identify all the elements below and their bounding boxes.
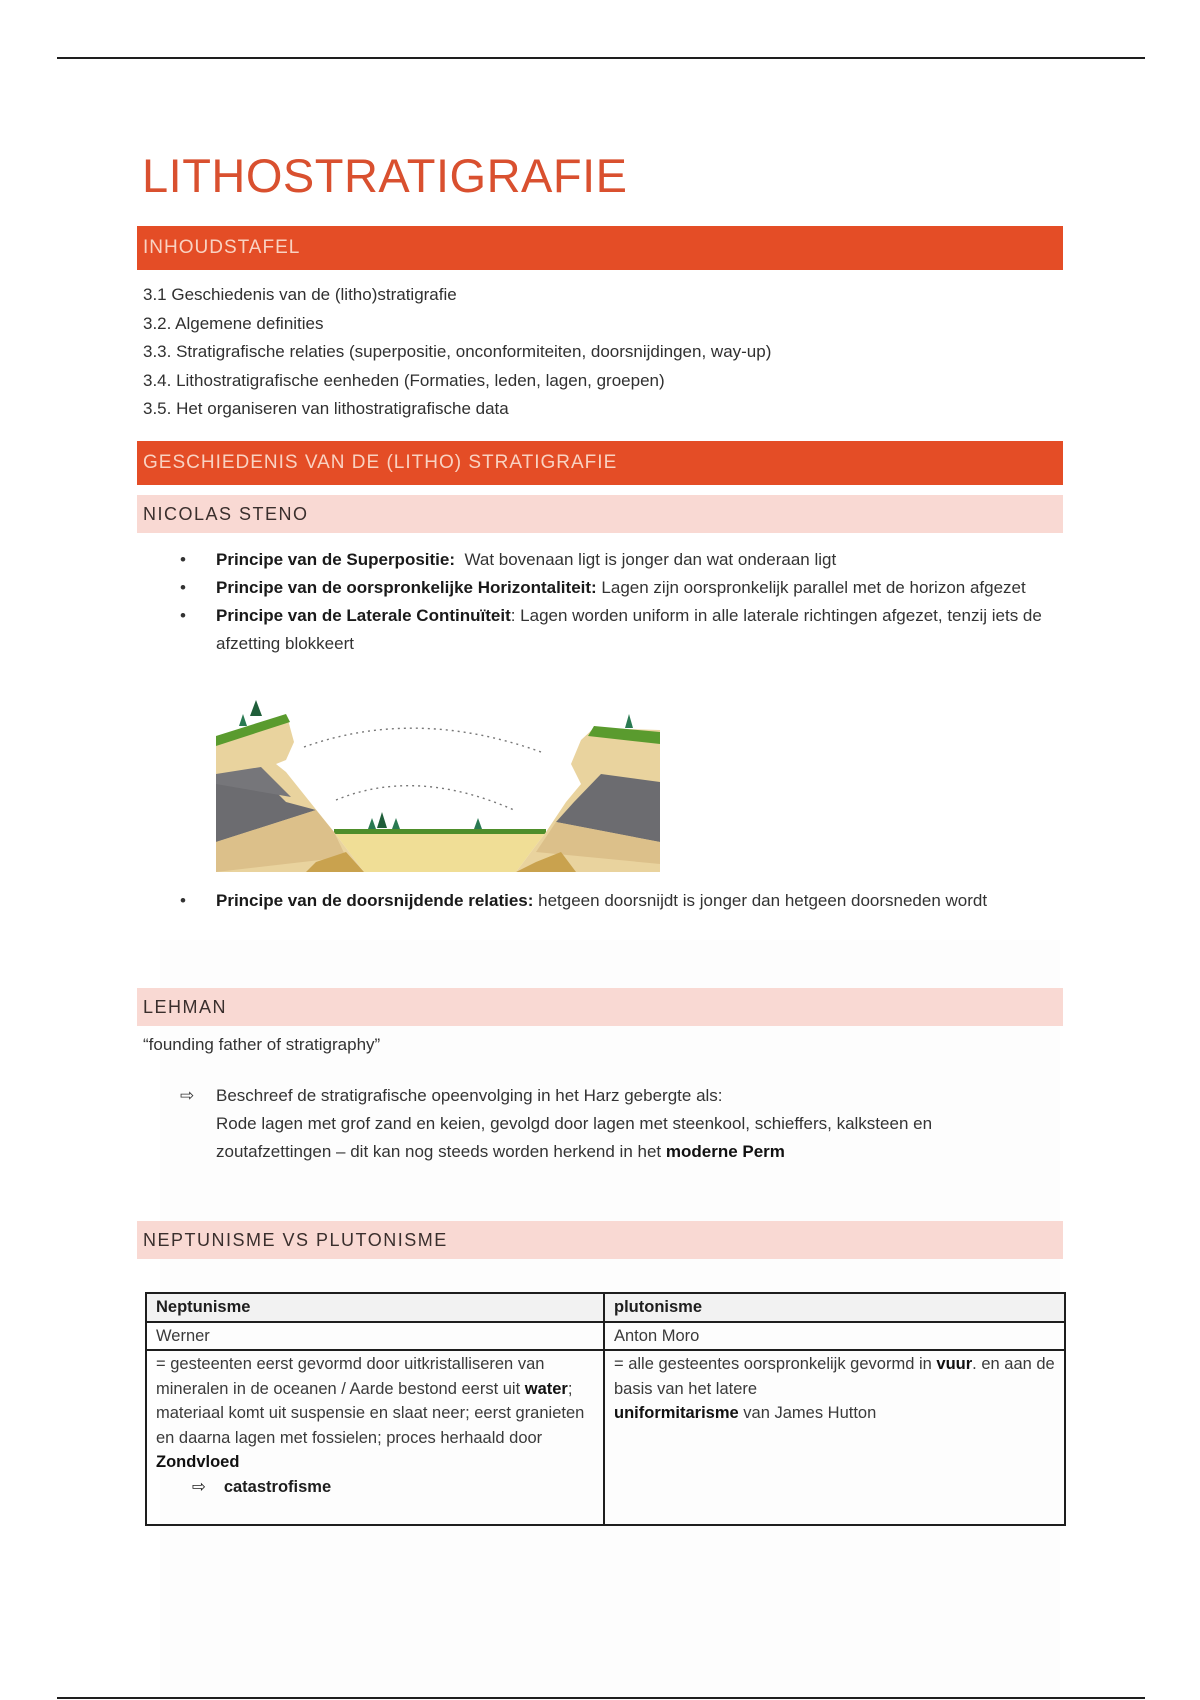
- document-title: LITHOSTRATIGRAFIE: [142, 149, 628, 202]
- sub-bullet: [156, 1475, 594, 1500]
- arrow-right-icon: ⇨: [192, 1477, 206, 1496]
- lehman-heading: LEHMAN: [143, 997, 228, 1017]
- lehman-line-2-bold: moderne Perm: [665, 1142, 785, 1161]
- bullet-icon: •: [180, 578, 186, 597]
- bold-text: uniformitarisme: [614, 1404, 739, 1422]
- toc-item[interactable]: 3.2. Algemene definities: [143, 313, 324, 333]
- steno-heading: NICOLAS STENO: [143, 504, 309, 524]
- toc-item[interactable]: 3.3. Stratigrafische relaties (superpositie, onconformiteiten, doorsnijdingen, way-up): [143, 342, 772, 361]
- footer-rule: [57, 1697, 1145, 1699]
- lateral-continuity-illustration: [216, 692, 660, 872]
- text: = alle gesteentes oorspronkelijk gevormd in: [614, 1355, 937, 1373]
- text: van James Hutton: [738, 1404, 877, 1422]
- arrow-right-icon: ⇨: [180, 1086, 195, 1105]
- lehman-description: [180, 1082, 1040, 1166]
- steno-principles-list-cont: [180, 887, 1060, 915]
- toc-item[interactable]: 3.1 Geschiedenis van de (litho)stratigrafie: [143, 285, 457, 304]
- bullet-icon: •: [180, 550, 186, 569]
- table-row: [146, 1350, 1065, 1525]
- principle-text: : Lagen worden uniform in alle laterale richtingen afgezet, tenzij iets de afzetting blokkeert: [216, 606, 1042, 653]
- bold-text: water: [524, 1379, 568, 1398]
- text: = gesteenten eerst gevormd door uitkristalliseren van mineralen in de oceanen / Aarde bestond eerst uit: [156, 1355, 545, 1398]
- lehman-heading-bar: [137, 988, 1063, 1026]
- list-item: [180, 887, 1060, 915]
- header-rule: [57, 57, 1145, 59]
- principle-text: hetgeen doorsnijdt is jonger dan hetgeen doorsneden wordt: [533, 891, 988, 910]
- text: ; materiaal komt uit suspensie en slaat neer; eerst granieten en daarna lagen met fossielen; proces herhaald door: [156, 1379, 585, 1447]
- list-item: [180, 546, 1060, 574]
- principle-name: Principe van de oorspronkelijke Horizontaliteit:: [216, 578, 597, 597]
- principle-text: Wat bovenaan ligt is jonger dan wat onderaan ligt: [455, 550, 837, 569]
- list-item: [180, 574, 1060, 602]
- table-of-contents: [143, 281, 771, 424]
- toc-item[interactable]: 3.5. Het organiseren van lithostratigrafische data: [143, 399, 509, 418]
- table-header-cell: plutonisme: [604, 1293, 1065, 1322]
- principle-name: Principe van de Laterale Continuïteit: [216, 606, 511, 625]
- principle-text: Lagen zijn oorspronkelijk parallel met de horizon afgezet: [596, 578, 1026, 597]
- lehman-quote: “founding father of stratigraphy”: [143, 1035, 381, 1054]
- toc-item[interactable]: 3.4. Lithostratigrafische eenheden (Formaties, leden, lagen, groepen): [143, 370, 665, 390]
- bold-text: vuur: [936, 1355, 973, 1373]
- steno-principles-list: [180, 546, 1060, 658]
- neptunism-vs-plutonism-table: [145, 1292, 1066, 1526]
- bold-text: Zondvloed: [156, 1453, 240, 1471]
- toc-heading-bar: [137, 226, 1063, 270]
- toc-heading: INHOUDSTAFEL: [143, 237, 301, 258]
- lehman-line-2: [216, 1110, 1040, 1166]
- table-cell: Werner: [146, 1322, 604, 1351]
- list-item: [180, 602, 1060, 658]
- steno-heading-bar: [137, 495, 1063, 533]
- bullet-icon: •: [180, 891, 186, 910]
- table-cell-neptunism-description: [146, 1350, 604, 1525]
- section-heading: GESCHIEDENIS VAN DE (LITHO) STRATIGRAFIE: [143, 452, 618, 473]
- table-header-row: [146, 1293, 1065, 1322]
- bullet-icon: •: [180, 606, 186, 625]
- lehman-line-1: Beschreef de stratigrafische opeenvolging in het Harz gebergte als:: [216, 1086, 723, 1105]
- table-header-cell: Neptunisme: [146, 1293, 604, 1322]
- table-cell: Anton Moro: [604, 1322, 1065, 1351]
- neptunism-heading-bar: [137, 1221, 1063, 1259]
- principle-name: Principe van de Superpositie:: [216, 550, 456, 569]
- table-row: [146, 1322, 1065, 1351]
- principle-name: Principe van de doorsnijdende relaties:: [216, 891, 534, 910]
- table-cell-plutonism-description: [604, 1350, 1065, 1525]
- text: . en aan de basis van het latere: [614, 1355, 1055, 1398]
- sub-bullet-text: catastrofisme: [223, 1477, 332, 1496]
- lehman-line-2-text: Rode lagen met grof zand en keien, gevolgd door lagen met steenkool, schieffers, kalksteen en zoutafzettingen – dit kan nog steeds worden herkend in het: [216, 1114, 933, 1161]
- section-heading-bar: [137, 441, 1063, 485]
- neptunism-heading: NEPTUNISME VS PLUTONISME: [143, 1230, 448, 1250]
